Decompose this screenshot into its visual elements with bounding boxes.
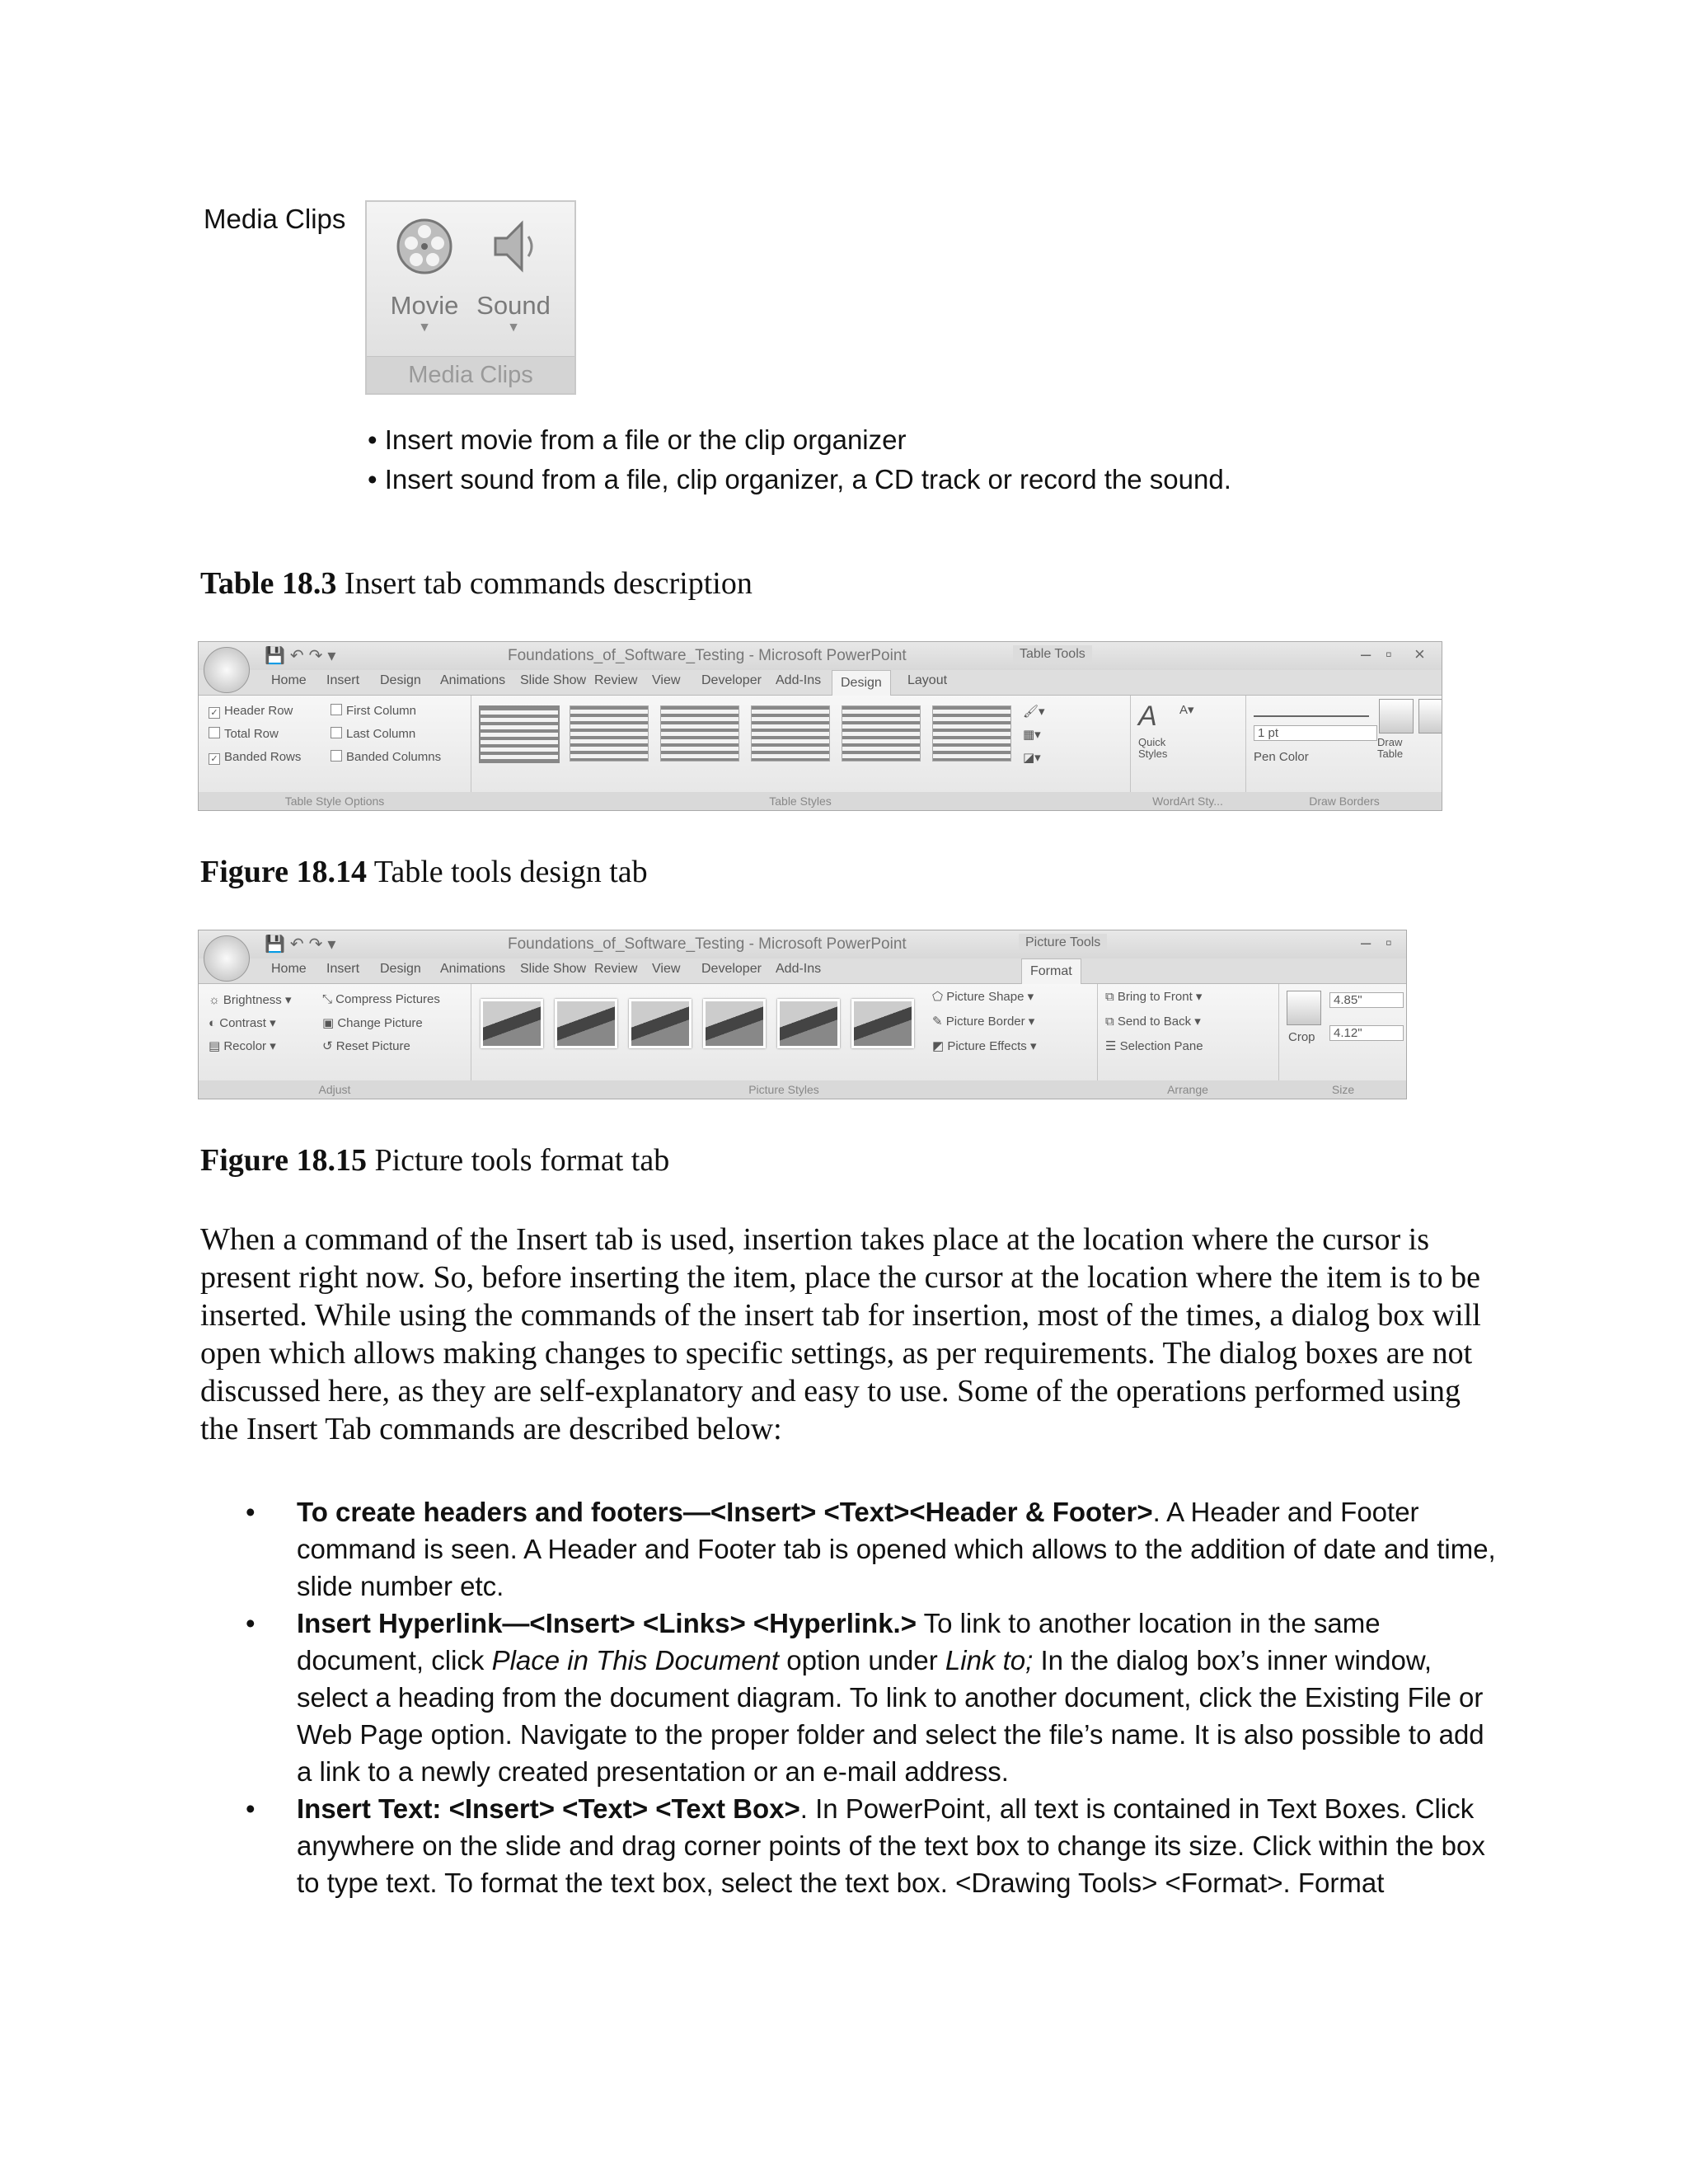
picture-style-thumb[interactable] bbox=[703, 999, 766, 1048]
media-clips-group bbox=[365, 200, 576, 395]
film-reel-icon bbox=[392, 213, 457, 279]
tab-slide-show[interactable]: Slide Show bbox=[520, 673, 587, 687]
list-item bbox=[231, 1605, 1500, 1790]
bring-to-front-button[interactable]: ⧉ Bring to Front ▾ bbox=[1105, 990, 1203, 1004]
picture-style-thumb[interactable] bbox=[629, 999, 692, 1048]
tab-insert[interactable]: Insert bbox=[326, 962, 360, 976]
height-field[interactable]: 4.85" bbox=[1329, 992, 1404, 1008]
minimize-icon[interactable]: – bbox=[1361, 932, 1372, 953]
quick-access-toolbar[interactable]: 💾↶↷▾ bbox=[265, 935, 341, 954]
tab-insert[interactable]: Insert bbox=[326, 673, 360, 687]
bullet-dot: • bbox=[246, 1497, 256, 1527]
list-item-italic: Link to; bbox=[945, 1645, 1034, 1675]
bullet-dot: • bbox=[246, 1793, 256, 1824]
tab-add-ins[interactable]: Add-Ins bbox=[776, 673, 822, 687]
pen-style-dropdown[interactable] bbox=[1254, 702, 1369, 717]
media-clips-label: Media Clips bbox=[204, 204, 346, 234]
tab-review[interactable]: Review bbox=[594, 673, 638, 687]
arrange-group bbox=[1097, 984, 1279, 1099]
table-style-thumb[interactable] bbox=[932, 705, 1011, 762]
selection-pane-button[interactable]: ☰ Selection Pane bbox=[1105, 1039, 1203, 1053]
tab-home[interactable]: Home bbox=[271, 962, 307, 976]
banded-rows-checkbox[interactable]: ✓ Banded Rows bbox=[209, 750, 301, 765]
tab-slide-show[interactable]: Slide Show bbox=[520, 962, 587, 976]
figure-number: Figure 18.15 bbox=[200, 1143, 367, 1178]
total-row-checkbox[interactable]: Total Row bbox=[209, 727, 279, 741]
tab-picture-format[interactable]: Format bbox=[1021, 958, 1081, 984]
compress-pictures-button[interactable]: ⤡ Compress Pictures bbox=[322, 992, 440, 1006]
picture-style-thumb[interactable] bbox=[481, 999, 543, 1048]
picture-style-thumb[interactable] bbox=[777, 999, 840, 1048]
table-style-thumb[interactable] bbox=[479, 705, 560, 763]
media-clips-group-label: Media Clips bbox=[367, 356, 574, 393]
recolor-button[interactable]: ▤ Recolor ▾ bbox=[209, 1039, 276, 1053]
quick-styles-button[interactable]: Quick Styles bbox=[1138, 736, 1168, 760]
speaker-icon bbox=[481, 213, 546, 279]
tab-design[interactable]: Design bbox=[380, 673, 421, 687]
movie-label: Movie bbox=[390, 291, 459, 320]
pen-weight-dropdown[interactable]: 1 pt bbox=[1254, 725, 1377, 741]
picture-shape-button[interactable]: ⬠ Picture Shape ▾ bbox=[932, 990, 1034, 1004]
tab-review[interactable]: Review bbox=[594, 962, 638, 976]
tab-animations[interactable]: Animations bbox=[440, 673, 506, 687]
context-tab-picture-tools: Picture Tools bbox=[1019, 934, 1107, 952]
table-style-thumb[interactable] bbox=[570, 705, 649, 762]
borders-icon[interactable]: ▦▾ bbox=[1023, 728, 1041, 742]
table-style-thumb[interactable] bbox=[751, 705, 830, 762]
list-item-text: option under bbox=[779, 1645, 945, 1675]
bullet-dot: • bbox=[246, 1608, 256, 1638]
list-item-text: In the dialog box’s inner window, select a heading from the document diagram. To link to another document, click the Existing File or Web Page option. Navigate to the proper folder and select the file’s name. It is also possible to add a link to a newly created presentation or an e-mail address. bbox=[297, 1645, 1484, 1787]
group-label: Table Style Options bbox=[199, 792, 471, 810]
table-caption-text: Insert tab commands description bbox=[336, 566, 753, 601]
tab-view[interactable]: View bbox=[652, 962, 681, 976]
table-caption bbox=[200, 565, 753, 602]
effects-icon[interactable]: ◪▾ bbox=[1023, 751, 1041, 765]
list-item bbox=[231, 1493, 1500, 1605]
group-label: Arrange bbox=[1097, 1080, 1278, 1099]
tab-view[interactable]: View bbox=[652, 673, 681, 687]
contrast-button[interactable]: ◐ Contrast ▾ bbox=[209, 1016, 276, 1030]
sound-button[interactable] bbox=[472, 213, 555, 337]
ribbon-body bbox=[199, 984, 1406, 1099]
draw-borders-group bbox=[1245, 696, 1442, 810]
picture-border-button[interactable]: ✎ Picture Border ▾ bbox=[932, 1015, 1035, 1029]
first-column-checkbox[interactable]: First Column bbox=[331, 704, 416, 718]
list-item-heading: To create headers and footers—<Insert> <Text><Header & Footer> bbox=[297, 1497, 1153, 1527]
list-item-heading: Insert Hyperlink—<Insert> <Links> <Hyperlink.> bbox=[297, 1608, 917, 1638]
list-item-text: . A Header and Footer command is seen. A Header and Footer tab is opened which allows to the addition of date and time, slide number etc. bbox=[297, 1497, 1496, 1601]
wordart-styles-group bbox=[1130, 696, 1246, 810]
draw-table-icon[interactable] bbox=[1379, 699, 1414, 733]
table-style-options-group bbox=[199, 696, 471, 810]
table-style-thumb[interactable] bbox=[660, 705, 739, 762]
picture-style-thumb[interactable] bbox=[851, 999, 914, 1048]
figure-18-14-caption bbox=[200, 854, 648, 890]
tab-layout[interactable]: Layout bbox=[907, 673, 948, 687]
figure-caption-text: Table tools design tab bbox=[366, 855, 648, 889]
close-icon[interactable]: × bbox=[1414, 644, 1425, 664]
list-item-text: To link to another location in the same document, click bbox=[297, 1608, 1381, 1675]
tab-animations[interactable]: Animations bbox=[440, 962, 506, 976]
list-item bbox=[231, 1790, 1500, 1901]
sound-label: Sound bbox=[476, 291, 551, 320]
tab-add-ins[interactable]: Add-Ins bbox=[776, 962, 822, 976]
quick-access-toolbar[interactable]: 💾↶↷▾ bbox=[265, 647, 341, 665]
wordart-icon: A bbox=[1138, 701, 1157, 732]
movie-button[interactable] bbox=[383, 213, 466, 337]
adjust-group bbox=[199, 984, 471, 1099]
picture-effects-button[interactable]: ◩ Picture Effects ▾ bbox=[932, 1039, 1037, 1053]
picture-style-thumb[interactable] bbox=[555, 999, 617, 1048]
crop-label: Crop bbox=[1288, 1030, 1315, 1044]
reset-picture-button[interactable]: ↺ Reset Picture bbox=[322, 1039, 410, 1053]
picture-tools-format-ribbon bbox=[198, 930, 1407, 1099]
banded-columns-checkbox[interactable]: Banded Columns bbox=[331, 750, 441, 764]
tab-developer[interactable]: Developer bbox=[701, 962, 762, 976]
office-button[interactable] bbox=[204, 647, 250, 693]
group-label: Draw Borders bbox=[1245, 792, 1442, 810]
tab-developer[interactable]: Developer bbox=[701, 673, 762, 687]
group-label: Table Styles bbox=[471, 792, 1130, 810]
office-button[interactable] bbox=[204, 935, 250, 982]
body-paragraph: When a command of the Insert tab is used, insertion takes place at the location where the cursor is present right now. So, before inserting the item, place the cursor at the location where the item is to be inserted. While using the commands of the insert tab for insertion, most of the times, a dialog box will open which allows making changes to specific settings, as per requirements. The dialog boxes are not discussed here, as they are self-explanatory and easy to use. Some of the operations performed using the Insert Tab commands are described below: bbox=[200, 1222, 1481, 1446]
group-label: WordArt Sty... bbox=[1130, 792, 1245, 810]
send-to-back-button[interactable]: ⧉ Send to Back ▾ bbox=[1105, 1015, 1201, 1029]
chevron-down-icon: ▼ bbox=[418, 321, 431, 335]
window-title: Foundations_of_Software_Testing - Microsoft PowerPoint bbox=[508, 647, 907, 664]
crop-icon[interactable] bbox=[1287, 991, 1321, 1025]
tab-design[interactable]: Design bbox=[380, 962, 421, 976]
table-number: Table 18.3 bbox=[200, 566, 337, 601]
picture-styles-group bbox=[471, 984, 1098, 1099]
tab-table-design[interactable]: Design bbox=[832, 670, 891, 696]
shading-icon[interactable]: 🖌▾ bbox=[1023, 705, 1045, 719]
media-bullet-movie: • Insert movie from a file or the clip organizer bbox=[368, 424, 907, 455]
list-item-heading: Insert Text: <Insert> <Text> <Text Box> bbox=[297, 1793, 800, 1824]
restore-icon[interactable]: ▫ bbox=[1386, 932, 1392, 953]
draw-table-label: Draw Table bbox=[1377, 736, 1404, 760]
pen-color-button[interactable]: Pen Color bbox=[1254, 750, 1309, 764]
last-column-checkbox[interactable]: Last Column bbox=[331, 727, 415, 741]
context-tab-table-tools: Table Tools bbox=[1013, 645, 1092, 663]
header-row-checkbox[interactable]: ✓ Header Row bbox=[209, 704, 293, 719]
figure-caption-text: Picture tools format tab bbox=[366, 1143, 670, 1178]
brightness-button[interactable]: ☼ Brightness ▾ bbox=[209, 993, 292, 1007]
figure-number: Figure 18.14 bbox=[200, 855, 367, 889]
change-picture-button[interactable]: ▣ Change Picture bbox=[322, 1016, 423, 1030]
group-label: Picture Styles bbox=[471, 1080, 1097, 1099]
text-fill-icon[interactable]: A▾ bbox=[1179, 703, 1194, 717]
restore-icon[interactable]: ▫ bbox=[1386, 644, 1392, 664]
list-item-italic: Place in This Document bbox=[491, 1645, 780, 1675]
media-bullet-sound: • Insert sound from a file, clip organizer, a CD track or record the sound. bbox=[368, 464, 1231, 494]
group-label: Adjust bbox=[199, 1080, 471, 1099]
figure-18-15-caption bbox=[200, 1142, 669, 1179]
minimize-icon[interactable]: – bbox=[1361, 644, 1372, 664]
group-label: Size bbox=[1278, 1080, 1407, 1099]
size-group bbox=[1278, 984, 1407, 1099]
list-item-text: . In PowerPoint, all text is contained in Text Boxes. Click anywhere on the slide and drag corner points of the text box to change its size. Click within the box to type text. To format the text box, select the text box. <Drawing Tools> <Format>. Format bbox=[297, 1793, 1485, 1898]
chevron-down-icon: ▼ bbox=[507, 321, 520, 335]
table-style-thumb[interactable] bbox=[842, 705, 921, 762]
ribbon-body bbox=[199, 696, 1442, 810]
tab-home[interactable]: Home bbox=[271, 673, 307, 687]
table-tools-design-ribbon bbox=[198, 641, 1442, 811]
table-styles-group bbox=[471, 696, 1131, 810]
window-title: Foundations_of_Software_Testing - Microsoft PowerPoint bbox=[508, 935, 907, 953]
width-field[interactable]: 4.12" bbox=[1329, 1025, 1404, 1041]
eraser-icon[interactable] bbox=[1418, 699, 1442, 733]
insert-operations-list bbox=[231, 1493, 1500, 1901]
